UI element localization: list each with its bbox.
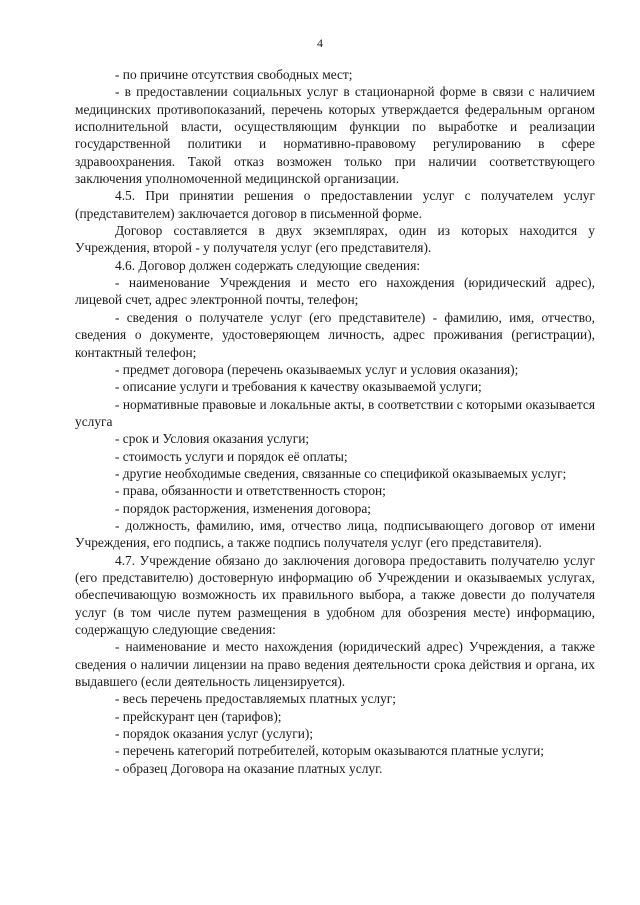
paragraph: Договор составляется в двух экземплярах, один из которых находится у Учреждения, второй - у получателя услуг (его представителя).: [75, 223, 595, 256]
paragraph: - описание услуги и требования к качеству оказываемой услуги;: [115, 379, 482, 395]
paragraph: - стоимость услуги и порядок её оплаты;: [115, 448, 348, 464]
paragraph: - срок и Условия оказания услуги;: [115, 431, 310, 447]
paragraph: - весь перечень предоставляемых платных услуг;: [115, 691, 396, 707]
paragraph: - сведения о получателе услуг (его представителе) - фамилию, имя, отчество, сведения о документе, удостоверяющем личность, адрес проживания (регистрации), контактный телефон;: [75, 309, 595, 360]
paragraph: - порядок оказания услуг (услуги);: [115, 726, 314, 742]
paragraph: - перечень категорий потребителей, которым оказываются платные услуги;: [115, 743, 545, 759]
paragraph: - по причине отсутствия свободных мест;: [115, 67, 353, 82]
paragraph: 4.5. При принятии решения о предоставлении услуг с получателем услуг (представителем) заключается договор в письменной форме.: [75, 188, 595, 221]
page-number: 4: [317, 36, 323, 50]
paragraph: - наименование Учреждения и место его нахождения (юридический адрес), лицевой счет, адрес электронной почты, телефон;: [75, 275, 595, 308]
paragraph: - должность, фамилию, имя, отчество лица, подписывающего договор от имени Учреждения, его подпись, а также подпись получателя услуг (его представителя).: [75, 517, 595, 551]
paragraph: - порядок расторжения, изменения договора;: [115, 500, 372, 516]
paragraph: - предмет договора (перечень оказываемых услуг и условия оказания);: [115, 361, 519, 377]
paragraph: - другие необходимые сведения, связанные со спецификой оказываемых услуг;: [115, 465, 567, 481]
paragraph: 4.7. Учреждение обязано до заключения договора предоставить получателю услуг (его представителю) достоверную информацию об Учреждении и оказываемых услугах, обеспечивающую возможность их правильного выбора, а также довести до получателя услуг (в том числе путем размещения в удобном для обозрения месте) информацию, содержащую следующие сведения:: [75, 552, 595, 637]
paragraph: - нормативные правовые и локальные акты, в соответствии с которыми оказывается услуга: [75, 396, 595, 429]
paragraph: - права, обязанности и ответственность сторон;: [115, 483, 386, 499]
paragraph: - прейскурант цен (тарифов);: [115, 708, 282, 724]
document-body: [75, 66, 595, 777]
paragraph: - образец Договора на оказание платных услуг.: [115, 760, 383, 776]
paragraph: - в предоставлении социальных услуг в стационарной форме в связи с наличием медицинских противопоказаний, перечень которых утверждается федеральным органом исполнительной власти, осуществляющим функции по выработке и реализации государственной политики и нормативно-правовому регулированию в сфере здравоохранения. Такой отказ возможен только при наличии соответствующего заключения уполномоченной медицинской организации.: [75, 84, 595, 187]
paragraph: 4.6. Договор должен содержать следующие сведения:: [115, 257, 421, 273]
paragraph: - наименование и место нахождения (юридический адрес) Учреждения, а также сведения о наличии лицензии на право ведения деятельности срока действия и органа, их выдавшего (если деятельность лицензируется).: [75, 639, 595, 690]
